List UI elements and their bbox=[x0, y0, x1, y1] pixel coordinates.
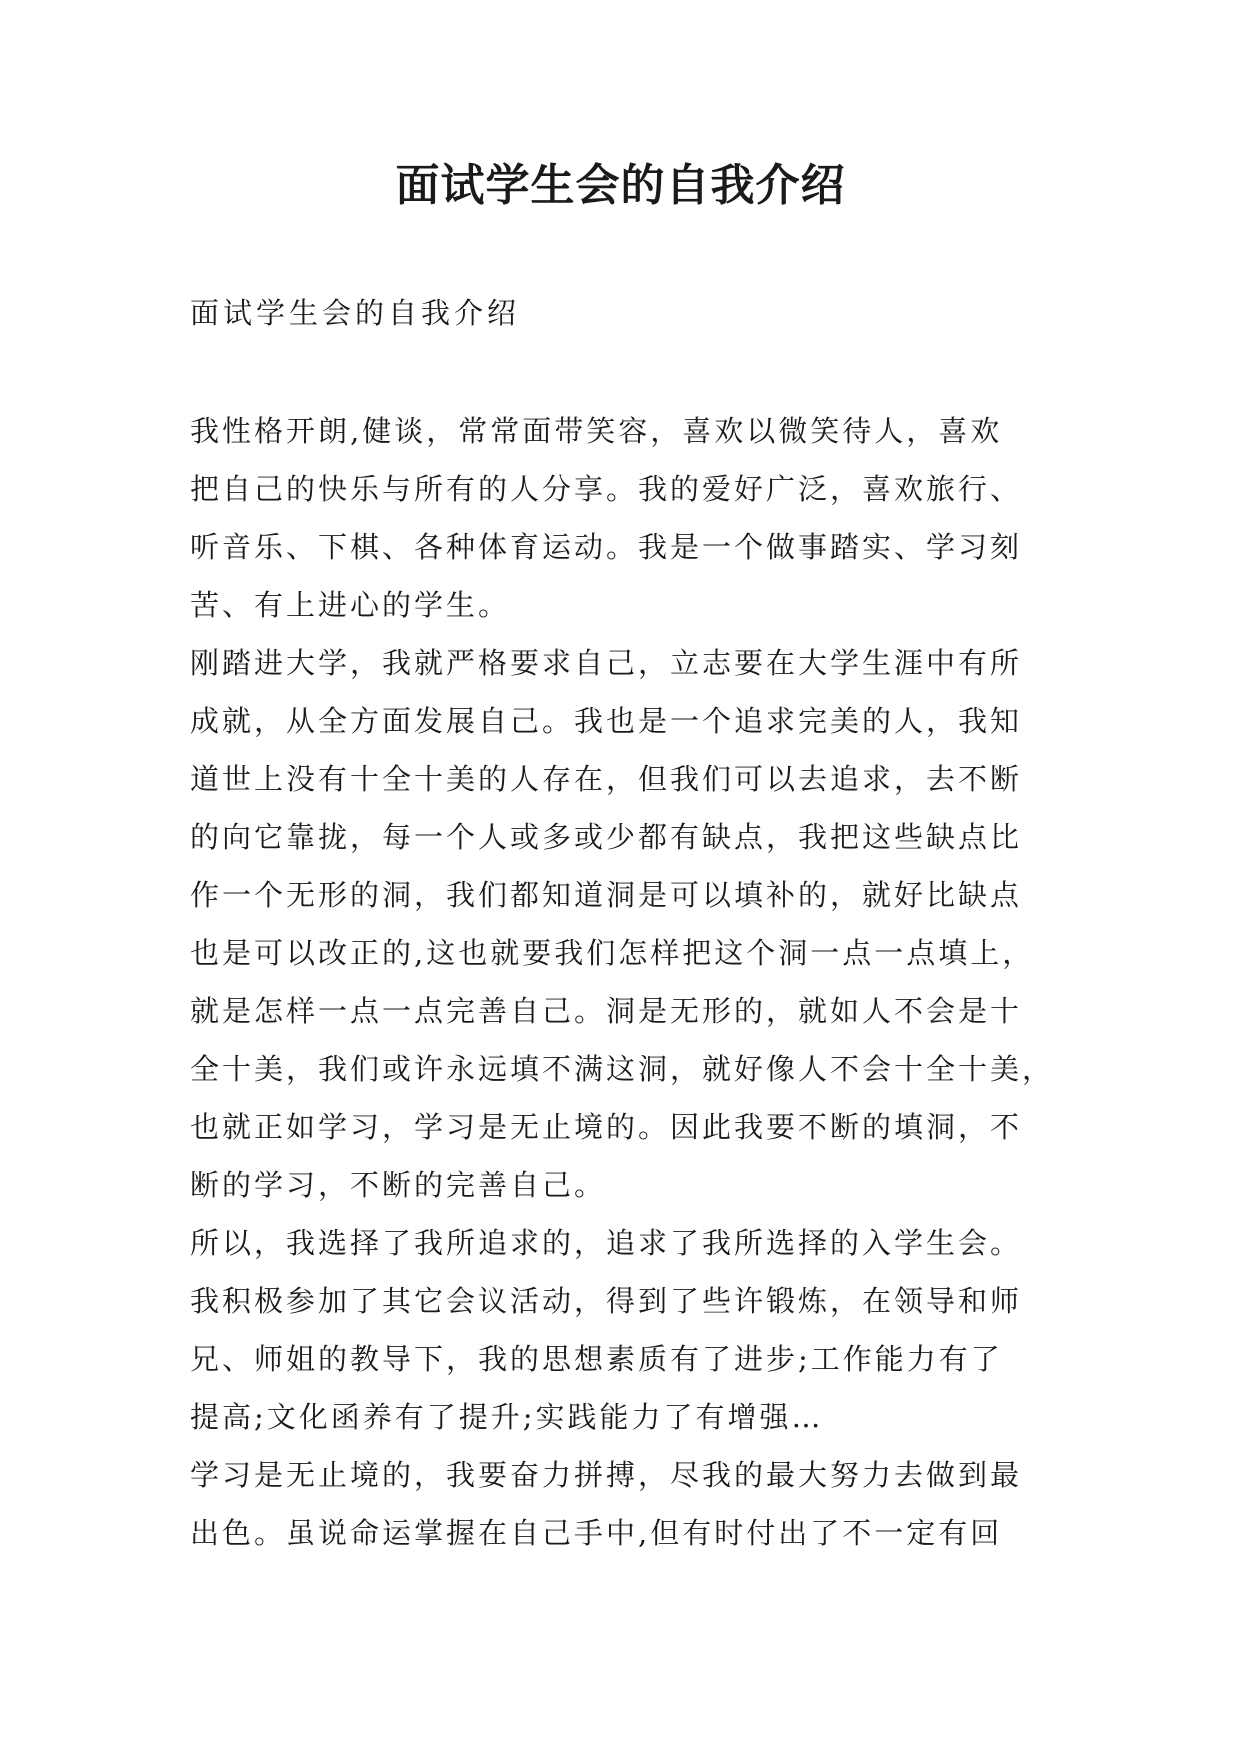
paragraph-line: 的向它靠拢，每一个人或多或少都有缺点，我把这些缺点比 bbox=[190, 820, 1023, 854]
paragraph-line: 全十美，我们或许永远填不满这洞，就好像人不会十全十美， bbox=[190, 1052, 1055, 1086]
paragraph-line: 听音乐、下棋、各种体育运动。我是一个做事踏实、学习刻 bbox=[190, 530, 1023, 564]
paragraph-line: 我积极参加了其它会议活动，得到了些许锻炼，在领导和师 bbox=[190, 1284, 1023, 1318]
paragraph-line: 刚踏进大学，我就严格要求自己，立志要在大学生涯中有所 bbox=[190, 646, 1023, 680]
document-title: 面试学生会的自我介绍 bbox=[395, 160, 846, 211]
paragraph-line: 提高;文化函养有了提升;实践能力了有增强… bbox=[190, 1400, 824, 1434]
paragraph-line: 把自己的快乐与所有的人分享。我的爱好广泛，喜欢旅行、 bbox=[190, 472, 1023, 506]
document-subtitle: 面试学生会的自我介绍 bbox=[190, 296, 521, 330]
paragraph-line: 也就正如学习，学习是无止境的。因此我要不断的填洞，不 bbox=[190, 1110, 1023, 1144]
paragraph-line: 我性格开朗,健谈，常常面带笑容，喜欢以微笑待人，喜欢 bbox=[190, 414, 1003, 448]
paragraph-line: 道世上没有十全十美的人存在，但我们可以去追求，去不断 bbox=[190, 762, 1023, 796]
paragraph-line: 学习是无止境的，我要奋力拼搏，尽我的最大努力去做到最 bbox=[190, 1458, 1023, 1492]
paragraph-line: 断的学习，不断的完善自己。 bbox=[190, 1168, 607, 1202]
paragraph-line: 兄、师姐的教导下，我的思想素质有了进步;工作能力有了 bbox=[190, 1342, 1003, 1376]
paragraph-line: 就是怎样一点一点完善自己。洞是无形的，就如人不会是十 bbox=[190, 994, 1023, 1028]
paragraph-line: 所以，我选择了我所追求的，追求了我所选择的入学生会。 bbox=[190, 1226, 1023, 1260]
paragraph-line: 苦、有上进心的学生。 bbox=[190, 588, 511, 622]
paragraph-line: 作一个无形的洞，我们都知道洞是可以填补的，就好比缺点 bbox=[190, 878, 1023, 912]
paragraph-line: 成就，从全方面发展自己。我也是一个追求完美的人，我知 bbox=[190, 704, 1023, 738]
paragraph-line: 也是可以改正的,这也就要我们怎样把这个洞一点一点填上， bbox=[190, 936, 1035, 970]
paragraph-line: 出色。虽说命运掌握在自己手中,但有时付出了不一定有回 bbox=[190, 1516, 1003, 1550]
